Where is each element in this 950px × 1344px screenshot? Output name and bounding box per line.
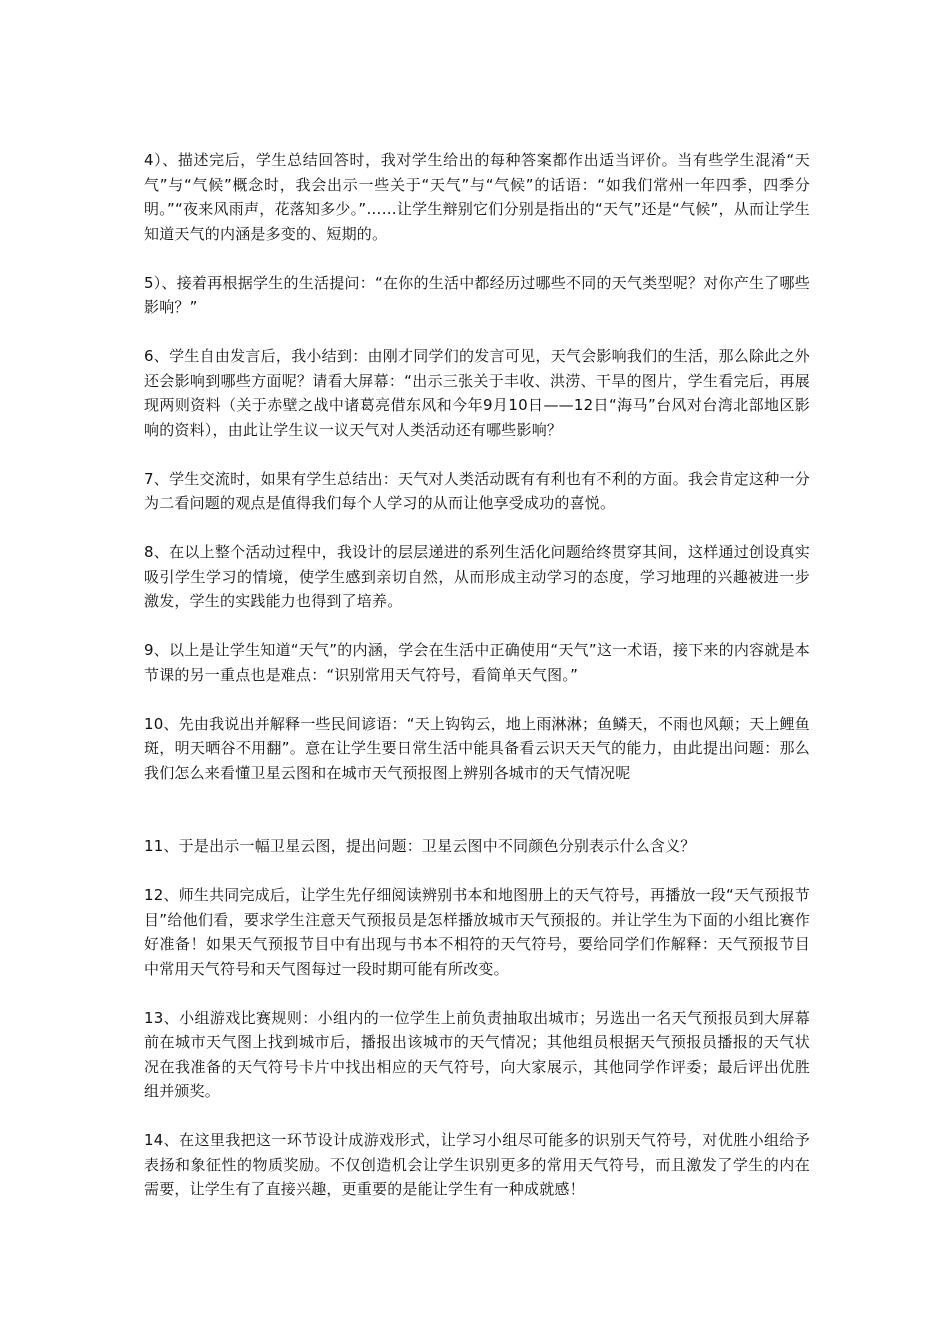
paragraph-13: 13、小组游戏比赛规则：小组内的一位学生上前负责抽取出城市；另选出一名天气预报员到大屏幕前在城市天气图上找到城市后，播报出该城市的天气情况；其他组员根据天气预报员播报的天气状况在我准备的天气符号卡片中找出相应的天气符号，向大家展示，其他同学作评委；最后评出优胜组并颁奖。 — [144, 1008, 810, 1100]
paragraph-12: 12、师生共同完成后，让学生先仔细阅读辨别书本和地图册上的天气符号，再播放一段“天气预报节目”给他们看，要求学生注意天气预报员是怎样播放城市天气预报的。并让学生为下面的小组比赛作好准备！如果天气预报节目中有出现与书本不相符的天气符号，要给同学们作解释：天气预报节目中常用天气符号和天气图每过一段时期可能有所改变。 — [144, 886, 810, 978]
paragraph-14: 14、在这里我把这一环节设计成游戏形式，让学习小组尽可能多的识别天气符号，对优胜小组给予表扬和象征性的物质奖励。不仅创造机会让学生识别更多的常用天气符号，而且激发了学生的内在需要，让学生有了直接兴趣，更重要的是能让学生有一种成就感！ — [144, 1131, 810, 1198]
paragraph-10: 10、先由我说出并解释一些民间谚语：“天上钩钩云，地上雨淋淋；鱼鳞天，不雨也风颠；天上鲤鱼斑，明天晒谷不用翻”。意在让学生要日常生活中能具备看云识天天气的能力，由此提出问题：那么我们怎么来看懂卫星云图和在城市天气预报图上辨别各城市的天气情况呢 — [144, 714, 810, 782]
paragraph-5: 5）、接着再根据学生的生活提问：“在你的生活中都经历过哪些不同的天气类型呢？对你产生了哪些影响？” — [144, 273, 810, 316]
paragraph-9: 9、以上是让学生知道“天气”的内涵，学会在生活中正确使用“天气”这一术语，接下来的内容就是本节课的另一重点也是难点：“识别常用天气符号，看简单天气图。” — [144, 641, 810, 684]
paragraph-4: 4）、描述完后，学生总结回答时，我对学生给出的每种答案都作出适当评价。当有些学生混淆“天气”与“气候”概念时，我会出示一些关于“天气”与“气候”的话语：“如我们常州一年四季，四季分明。”“夜来风雨声，花落知多少。”……让学生辩别它们分别是指出的“天气”还是“气候”，从而让学生知道天气的内涵是多变的、短期的。 — [144, 151, 810, 243]
paragraph-11: 11、于是出示一幅卫星云图，提出问题：卫星云图中不同颜色分别表示什么含义？ — [144, 837, 696, 855]
document-body — [144, 148, 810, 1226]
paragraph-6: 6、学生自由发言后，我小结到：由刚才同学们的发言可见，天气会影响我们的生活，那么除此之外还会影响到哪些方面呢？请看大屏幕：“出示三张关于丰收、洪涝、干旱的图片，学生看完后，再展现两则资料（关于赤壁之战中诸葛亮借东风和今年9月10日——12日“海马”台风对台湾北部地区影响的资料），由此让学生议一议天气对人类活动还有哪些影响？ — [144, 347, 810, 439]
paragraph-8: 8、在以上整个活动过程中，我设计的层层递进的系列生活化问题给终贯穿其间，这样通过创设真实吸引学生学习的情境，使学生感到亲切自然，从而形成主动学习的态度，学习地理的兴趣被进一步激发，学生的实践能力也得到了培养。 — [144, 543, 810, 610]
paragraph-7: 7、学生交流时，如果有学生总结出：天气对人类活动既有有利也有不利的方面。我会肯定这种一分为二看问题的观点是值得我们每个人学习的从而让他享受成功的喜悦。 — [144, 469, 810, 512]
